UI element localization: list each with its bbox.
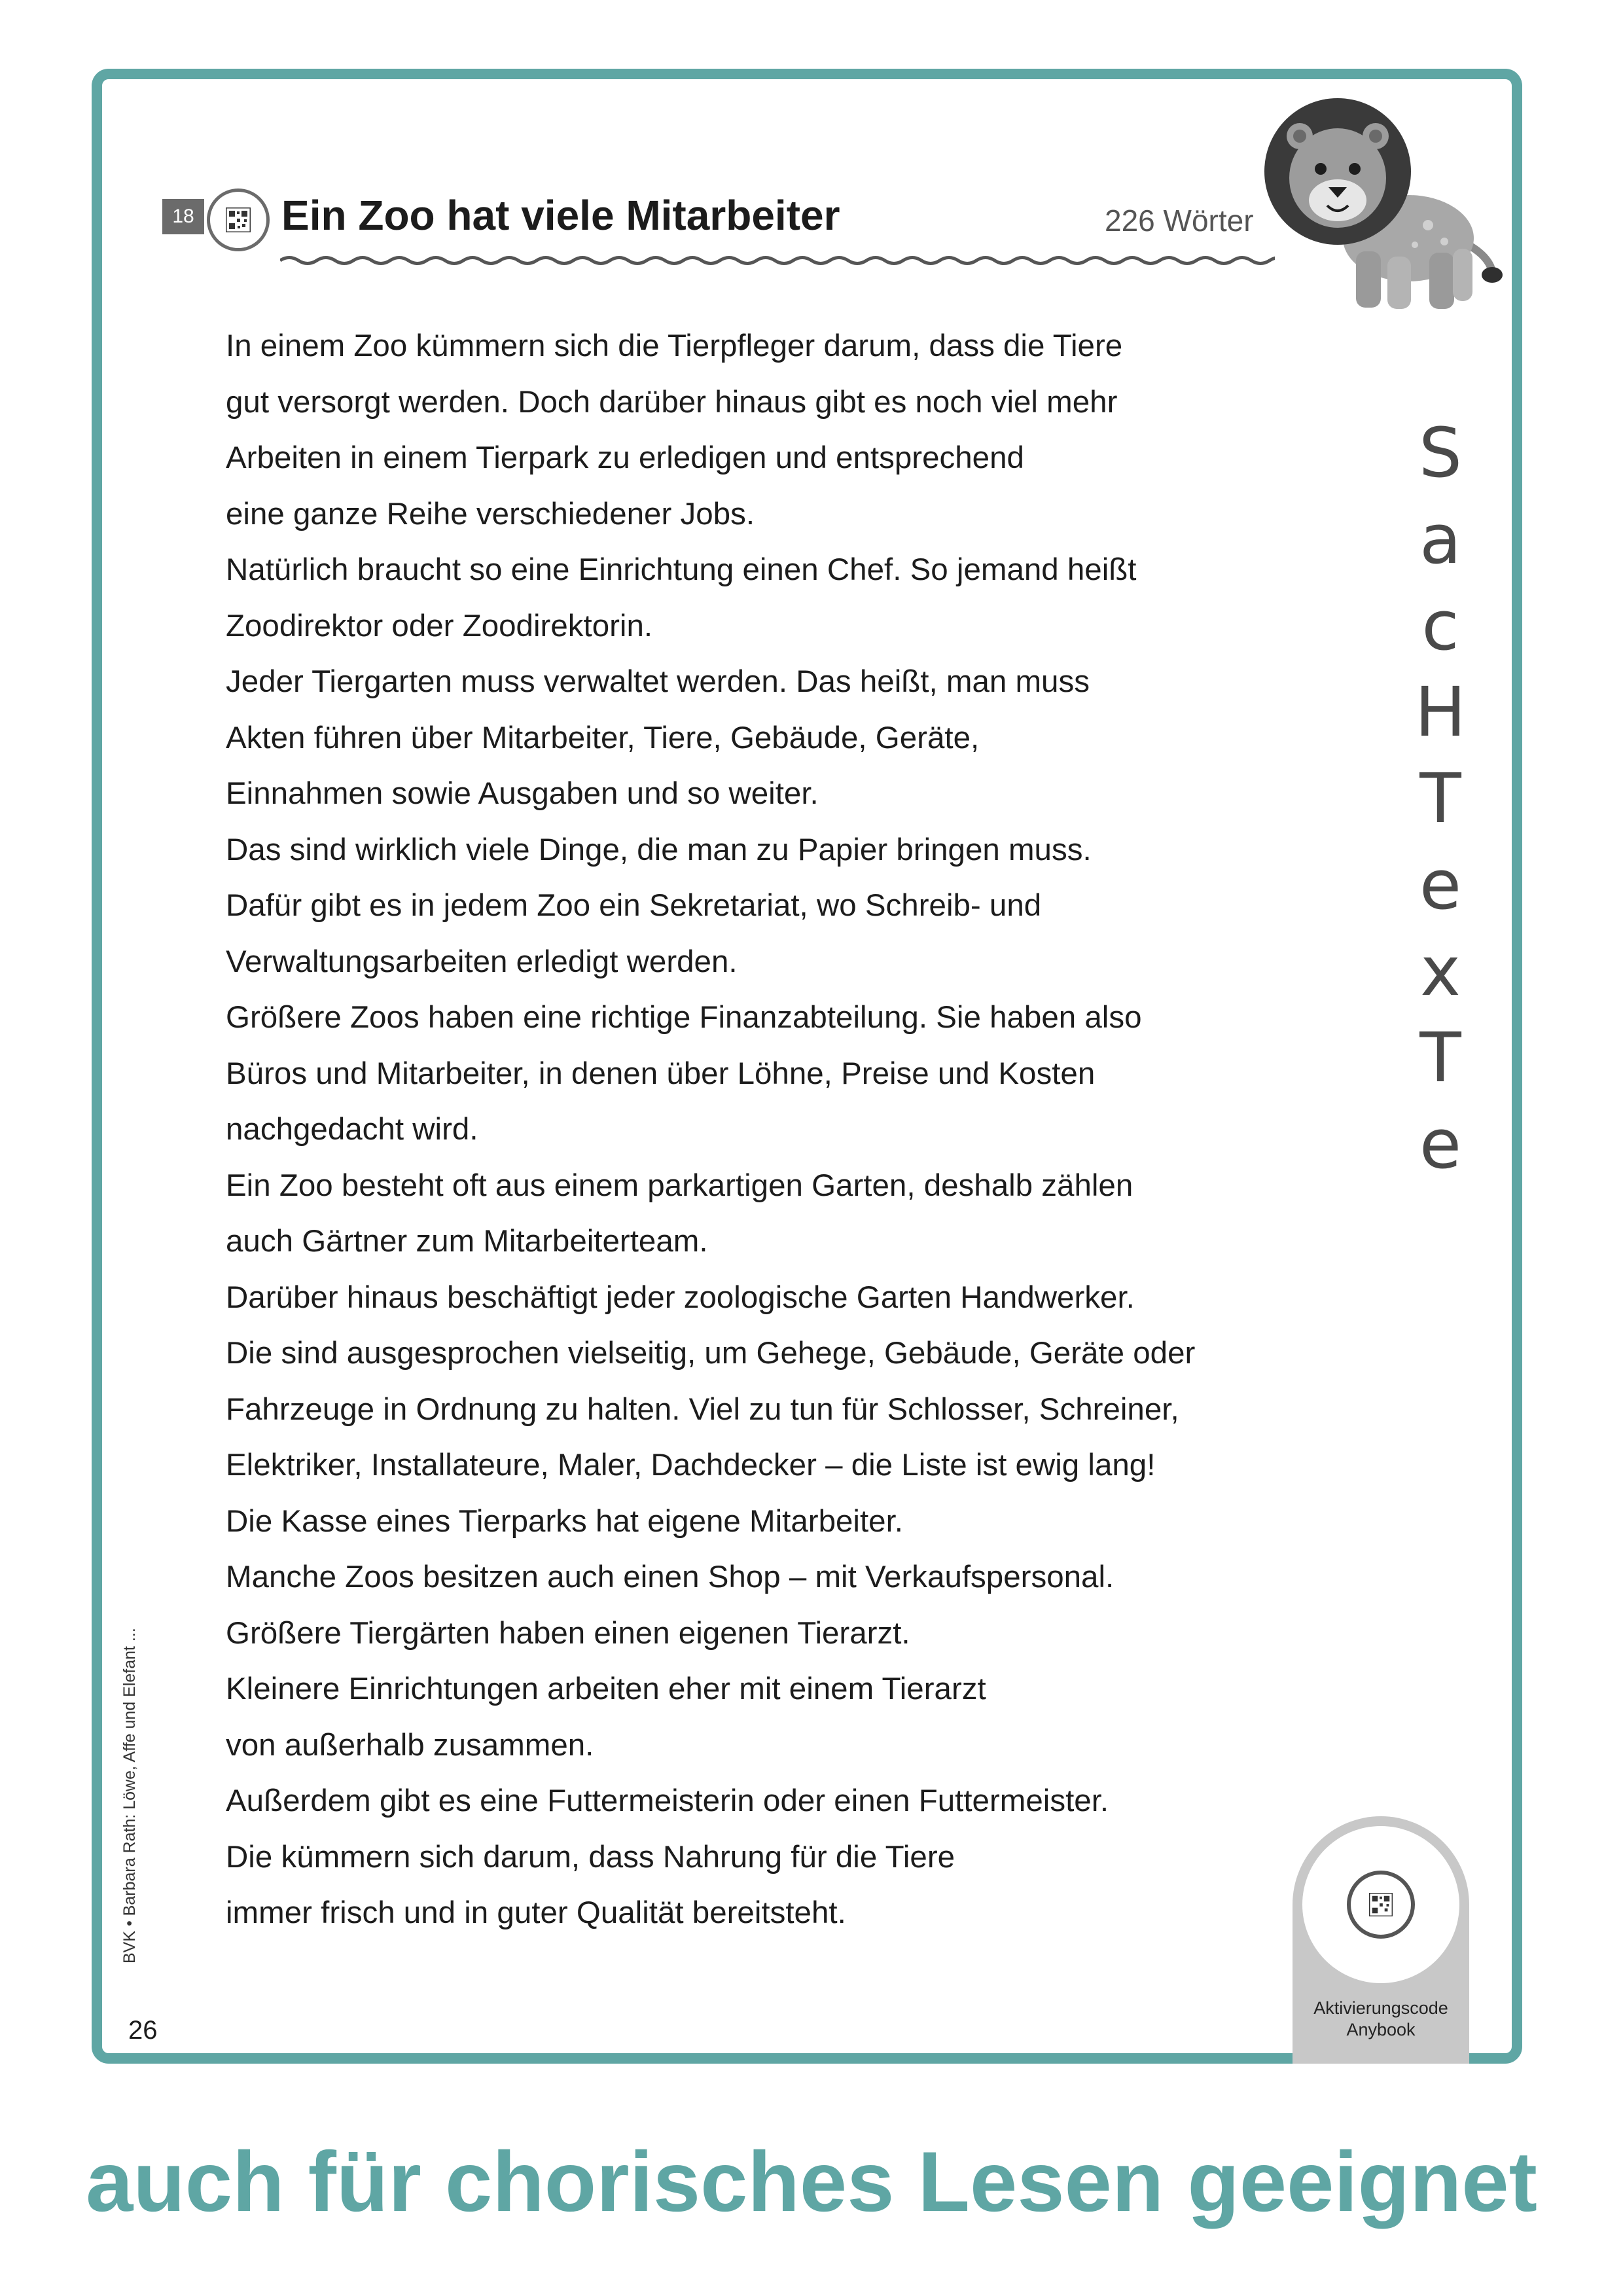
text-line: Außerdem gibt es eine Futtermeisterin oder einen Futtermeister. — [226, 1784, 1109, 1818]
text-line: Ein Zoo besteht oft aus einem parkartigen Garten, deshalb zählen — [226, 1168, 1133, 1203]
text-line: Fahrzeuge in Ordnung zu halten. Viel zu tun für Schlosser, Schreiner, — [226, 1391, 1179, 1427]
lion-illustration — [1258, 88, 1507, 317]
qr-code-icon — [1369, 1893, 1393, 1916]
category-letter: x — [1420, 931, 1461, 1011]
anybook-code-button[interactable] — [1347, 1871, 1415, 1939]
text-line: Jeder Tiergarten muss verwaltet werden. Das heißt, man muss — [226, 664, 1090, 699]
text-line: In einem Zoo kümmern sich die Tierpfleger darum, dass die Tiere — [226, 329, 1123, 363]
page-number: 26 — [128, 2016, 158, 2045]
text-line: Büros und Mitarbeiter, in denen über Löhne, Preise und Kosten — [226, 1056, 1096, 1091]
text-line: Zoodirektor oder Zoodirektorin. — [226, 608, 653, 643]
title-qr-circle — [207, 188, 270, 251]
anybook-label-line2: Anybook — [1346, 2020, 1416, 2039]
category-letter: c — [1421, 586, 1459, 666]
text-line: Größere Tiergärten haben einen eigenen Tierarzt. — [226, 1615, 910, 1651]
text-line: auch Gärtner zum Mitarbeiterteam. — [226, 1224, 708, 1259]
text-line: Die sind ausgesprochen vielseitig, um Gehege, Gebäude, Geräte oder — [226, 1336, 1196, 1371]
qr-code-icon — [226, 207, 251, 232]
page-title: Ein Zoo hat viele Mitarbeiter — [281, 192, 840, 239]
anybook-label — [1293, 1998, 1469, 2041]
article-body — [226, 318, 1306, 1941]
track-number-badge: 18 — [162, 199, 204, 234]
text-line: Arbeiten in einem Tierpark zu erledigen und entsprechend — [226, 440, 1024, 475]
category-letter: e — [1419, 845, 1461, 925]
text-line: von außerhalb zusammen. — [226, 1727, 594, 1763]
text-line: nachgedacht wird. — [226, 1112, 478, 1147]
category-letter: e — [1419, 1104, 1461, 1184]
text-line: Die Kasse eines Tierparks hat eigene Mitarbeiter. — [226, 1503, 903, 1539]
text-line: Dafür gibt es in jedem Zoo ein Sekretariat, wo Schreib- und — [226, 888, 1042, 923]
text-line: Kleinere Einrichtungen arbeiten eher mit einem Tierarzt — [226, 1672, 986, 1706]
text-line: immer frisch und in guter Qualität bereitsteht. — [226, 1895, 846, 1930]
side-credit-text: BVK • Barbara Rath: Löwe, Affe und Elefant ... — [120, 1628, 139, 1964]
category-letter: H — [1414, 672, 1467, 752]
text-line: gut versorgt werden. Doch darüber hinaus gibt es noch viel mehr — [226, 384, 1118, 420]
text-line: Elektriker, Installateure, Maler, Dachdecker – die Liste ist ewig lang! — [226, 1448, 1156, 1482]
category-letter: T — [1419, 1018, 1461, 1098]
wavy-divider — [280, 247, 1275, 274]
text-line: eine ganze Reihe verschiedener Jobs. — [226, 496, 755, 531]
text-line: Verwaltungsarbeiten erledigt werden. — [226, 944, 738, 979]
text-line: Das sind wirklich viele Dinge, die man zu Papier bringen muss. — [226, 832, 1092, 867]
word-count: 226 Wörter — [1105, 204, 1254, 238]
text-line: Akten führen über Mitarbeiter, Tiere, Gebäude, Geräte, — [226, 720, 980, 755]
text-line: Die kümmern sich darum, dass Nahrung für die Tiere — [226, 1839, 955, 1874]
text-line: Natürlich braucht so eine Einrichtung einen Chef. So jemand heißt — [226, 552, 1137, 587]
category-letter: T — [1419, 759, 1461, 838]
slogan: auch für chorisches Lesen geeignet — [86, 2134, 1537, 2229]
category-letter: a — [1419, 499, 1461, 579]
text-line: Manche Zoos besitzen auch einen Shop – mit Verkaufspersonal. — [226, 1560, 1115, 1594]
anybook-label-line1: Aktivierungscode — [1313, 1998, 1448, 2018]
text-line: Einnahmen sowie Ausgaben und so weiter. — [226, 776, 819, 811]
category-letter: S — [1418, 413, 1462, 493]
text-line: Darüber hinaus beschäftigt jeder zoologische Garten Handwerker. — [226, 1280, 1135, 1315]
text-line: Größere Zoos haben eine richtige Finanzabteilung. Sie haben also — [226, 1000, 1142, 1035]
